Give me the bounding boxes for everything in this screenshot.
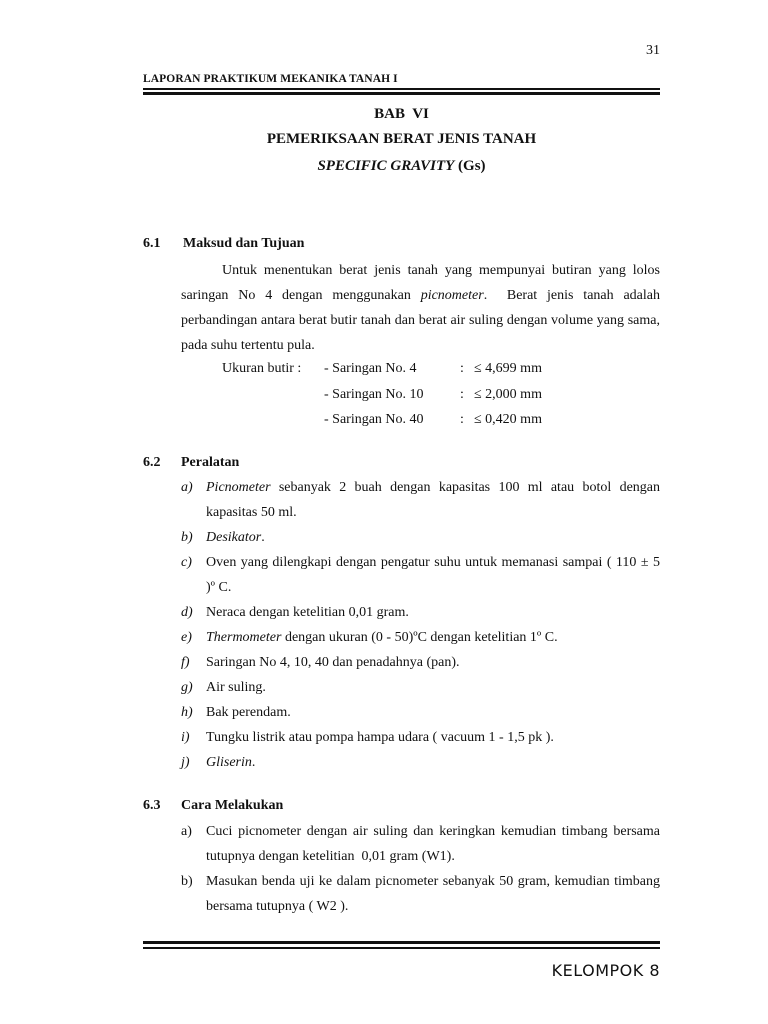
equipment-list (181, 475, 664, 775)
procedure-list (181, 819, 664, 919)
chapter-label: BAB VI (374, 106, 429, 122)
header-rule-thin (143, 88, 660, 90)
running-header: LAPORAN PRAKTIKUM MEKANIKA TANAH I (143, 73, 398, 85)
sieve-value: ≤ 4,699 mm (474, 361, 542, 376)
sieve-sep: : (460, 387, 464, 402)
list-item: e) Thermometer dengan ukuran (0 - 50)ºC dengan ketelitian 1º C. (181, 630, 558, 645)
sieve-label: Ukuran butir : (222, 361, 302, 376)
paragraph-italic: picnometer (420, 288, 484, 303)
section-2-number: 6.2 (143, 455, 161, 470)
page-title: PEMERIKSAAN BERAT JENIS TANAH (266, 131, 537, 147)
sieve-value: ≤ 0,420 mm (474, 412, 542, 427)
sieve-name: - Saringan No. 4 (324, 361, 417, 376)
list-item: c) Oven yang dilengkapi dengan pengatur suhu untuk memanasi sampai ( 110 ± 5 )º C. (181, 555, 660, 595)
page-subtitle (143, 158, 660, 175)
list-item: a) Picnometer sebanyak 2 buah dengan kapasitas 100 ml atau botol dengan kapasitas 50 ml. (181, 480, 664, 520)
sieve-name: - Saringan No. 40 (324, 412, 424, 427)
sieve-sep: : (460, 412, 464, 427)
sieve-sep: : (460, 361, 464, 376)
subtitle-rest: (Gs) (454, 158, 486, 174)
section-1-heading: Maksud dan Tujuan (183, 236, 305, 251)
paragraph-text-a: Untuk menentukan berat jenis tanah yang mempunyai butiran yang lolos saringan No 4 dengan menggunakan (181, 263, 660, 303)
footer-rule-thick (143, 941, 660, 944)
list-item: g) Air suling. (181, 680, 266, 695)
footer-rule-thin (143, 947, 660, 949)
list-item: a) Cuci picnometer dengan air suling dan keringkan kemudian timbang bersama tutupnya dengan ketelitian 0,01 gram (W1). (181, 824, 664, 864)
list-item: b) Desikator. (181, 530, 265, 545)
section-1-paragraph (181, 258, 664, 358)
list-item: h) Bak perendam. (181, 705, 291, 720)
paragraph-text-b: . Berat jenis tanah adalah perbandingan antara berat butir tanah dan berat air suling dengan volume yang sama, pada suhu tertentu pula. (181, 288, 664, 353)
section-2-heading: Peralatan (181, 455, 240, 470)
page-number: 31 (646, 43, 660, 58)
section-3-heading: Cara Melakukan (181, 798, 284, 813)
list-item: d) Neraca dengan ketelitian 0,01 gram. (181, 605, 409, 620)
footer-group: KELOMPOK 8 (551, 961, 660, 980)
list-item: i) Tungku listrik atau pompa hampa udara ( vacuum 1 - 1,5 pk ). (181, 730, 554, 745)
subtitle-italic: SPECIFIC GRAVITY (317, 158, 455, 174)
sieve-value: ≤ 2,000 mm (474, 387, 542, 402)
header-rule-thick (143, 92, 660, 95)
list-item: b) Masukan benda uji ke dalam picnometer sebanyak 50 gram, kemudian timbang bersama tutupnya ( W2 ). (181, 874, 660, 914)
list-item: j) Gliserin. (181, 755, 256, 770)
list-item: f) Saringan No 4, 10, 40 dan penadahnya (pan). (181, 655, 460, 670)
section-3-number: 6.3 (143, 798, 161, 813)
sieve-name: - Saringan No. 10 (324, 387, 424, 402)
section-1-number: 6.1 (143, 236, 161, 251)
